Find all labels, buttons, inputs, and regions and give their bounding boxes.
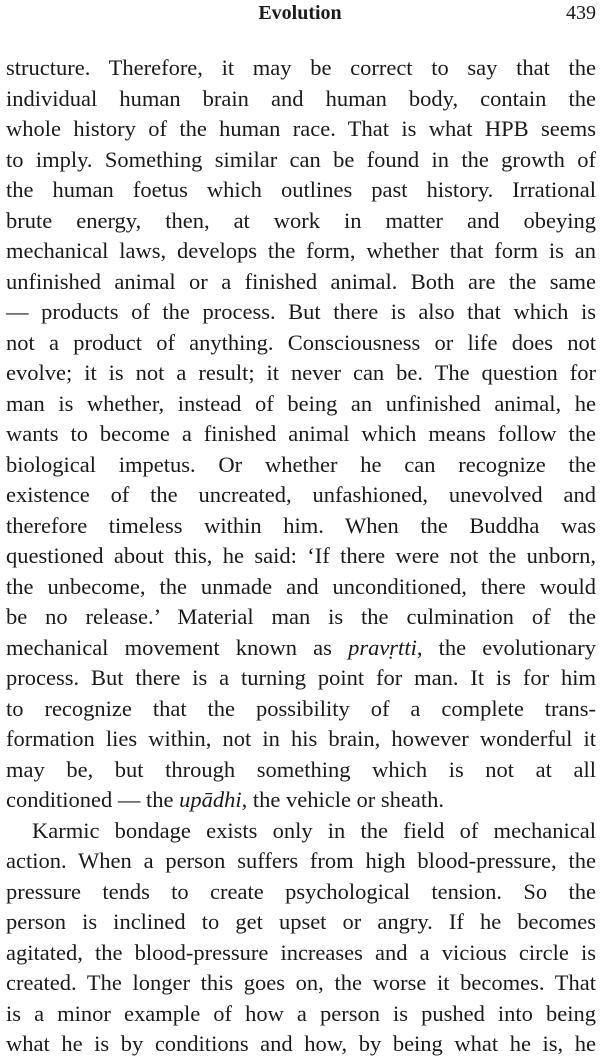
text-segment: the human foetus which outlines past history. Irrational (6, 177, 596, 202)
text-segment: person is inclined to get upset or angry. If he becomes (6, 909, 596, 934)
running-head (0, 0, 600, 28)
text-line (6, 389, 596, 420)
text-line (6, 297, 596, 328)
text-segment: not a product of anything. Consciousness or life does not (6, 329, 596, 355)
text-line (6, 999, 596, 1030)
text-line (6, 511, 596, 542)
text-line (6, 206, 596, 237)
text-segment: process. But there is a turning point for man. It is for him (6, 665, 596, 690)
text-line (6, 1029, 596, 1060)
text-line (6, 53, 596, 84)
text-segment: the unbecome, the unmade and unconditioned, there would (6, 573, 596, 599)
text-line (6, 877, 596, 908)
text-segment: brute energy, then, at work in matter and obeying (6, 207, 596, 233)
text-segment: questioned about this, he said: ‘If there were not the unborn, (6, 543, 596, 568)
text-line (6, 84, 596, 115)
text-line (6, 846, 596, 877)
text-segment: formation lies within, not in his brain, however wonderful it (6, 726, 596, 751)
text-line (6, 785, 596, 816)
text-segment: structure. Therefore, it may be correct to say that the (6, 55, 596, 80)
text-segment: existence of the uncreated, unfashioned, unevolved and (6, 482, 596, 507)
text-line (6, 236, 596, 267)
text-line (6, 267, 596, 298)
text-segment: biological impetus. Or whether he can recognize the (6, 451, 596, 477)
text-segment: be no release.’ Material man is the culmination of the (6, 604, 596, 629)
text-line (6, 572, 596, 603)
text-line (6, 816, 596, 847)
body-text (6, 53, 596, 1060)
italic-term: upādhi (179, 787, 242, 812)
text-line (6, 724, 596, 755)
text-line (6, 145, 596, 176)
chapter-title: Evolution (258, 2, 342, 24)
text-segment: may be, but through something which is not at all (6, 756, 596, 782)
text-segment: therefore timeless within him. When the Buddha was (6, 512, 596, 538)
text-line (6, 450, 596, 481)
text-segment: to recognize that the possibility of a complete trans- (6, 695, 596, 721)
text-line (6, 114, 596, 145)
italic-term: pravṛtti (348, 634, 417, 660)
text-segment: conditioned — the (6, 787, 180, 812)
text-segment: man is whether, instead of being an unfinished animal, he (6, 390, 596, 416)
text-segment: evolve; it is not a result; it never can be. The question for (6, 360, 596, 385)
text-line (6, 663, 596, 694)
text-segment: , the vehicle or sheath. (241, 787, 445, 812)
page-number: 439 (566, 2, 596, 24)
text-line (6, 755, 596, 786)
text-line (6, 602, 596, 633)
text-segment: created. The longer this goes on, the worse it becomes. That (6, 970, 596, 995)
text-segment: is a minor example of how a person is pushed into being (6, 1000, 596, 1026)
text-line (6, 907, 596, 938)
text-line (6, 694, 596, 725)
text-segment: mechanical laws, develops the form, whether that form is an (6, 238, 596, 263)
text-line (6, 358, 596, 389)
text-line (6, 175, 596, 206)
text-segment: , the evolutionary (416, 634, 596, 660)
text-line (6, 633, 596, 664)
text-segment: individual human brain and human body, contain the (6, 85, 596, 111)
text-segment: mechanical movement known as (6, 634, 349, 660)
text-line (6, 480, 596, 511)
text-segment: whole history of the human race. That is what HPB seems (6, 116, 596, 141)
text-line (6, 938, 596, 969)
text-segment: unfinished animal or a finished animal. Both are the same (6, 268, 596, 294)
text-line (6, 541, 596, 572)
text-segment: action. When a person suffers from high blood-pressure, the (6, 848, 596, 873)
text-segment: agitated, the blood-pressure increases and a vicious circle is (6, 939, 596, 965)
text-line (6, 419, 596, 450)
text-segment: wants to become a finished animal which means follow the (6, 421, 596, 446)
text-segment: Karmic bondage exists only in the field of mechanical (32, 817, 596, 843)
text-line (6, 968, 596, 999)
text-segment: to imply. Something similar can be found in the growth of (6, 146, 596, 172)
text-segment: — products of the process. But there is also that which is (6, 299, 596, 324)
text-segment: what he is by conditions and how, by being what he is, he (6, 1031, 596, 1056)
text-line (6, 328, 596, 359)
text-segment: pressure tends to create psychological tension. So the (6, 878, 596, 904)
